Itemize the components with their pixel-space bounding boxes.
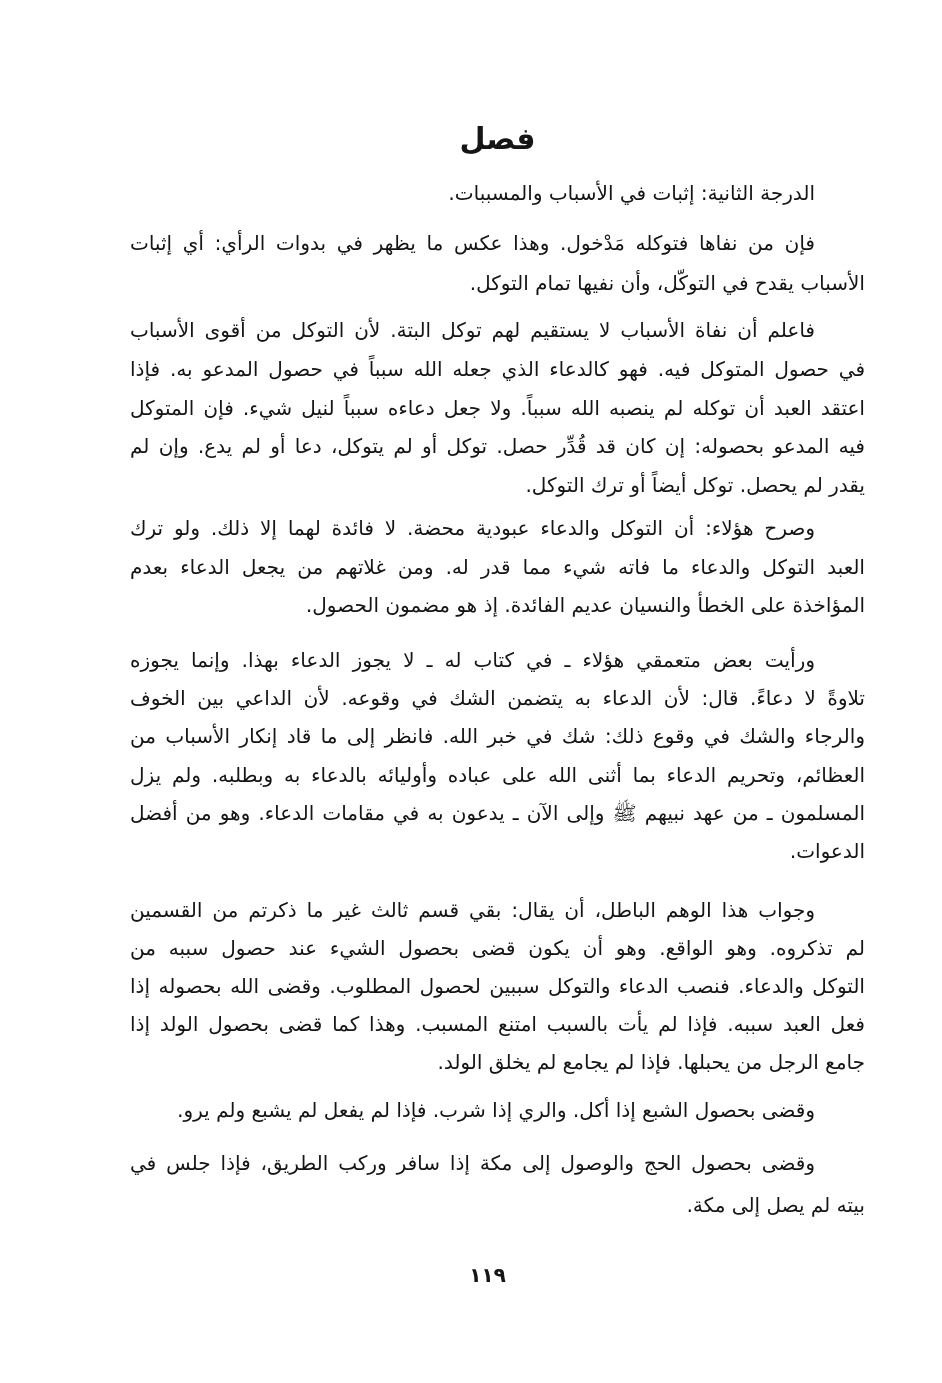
text-line: جامع الرجل من يحبلها. فإذا لم يجامع لم يخلق الولد. — [437, 1050, 865, 1074]
text-line: المؤاخذة على الخطأ والنسيان عديم الفائدة. إذ هو مضمون الحصول. — [305, 593, 865, 617]
text-line: يقدر لم يحصل. توكل أيضاً أو ترك التوكل. — [525, 473, 865, 497]
paragraph — [130, 509, 865, 625]
text-line: في حصول المتوكل فيه. فهو كالدعاء الذي جعله الله سبباً في حصول المدعو به. فإذا — [130, 356, 865, 381]
text-line: لم تذكروه. وهو الواقع. وهو أن يكون قضى بحصول الشيء عند حصول سببه من — [130, 936, 865, 960]
text-line: الدعوات. — [789, 839, 865, 864]
text-line: ورأيت بعض متعمقي هؤلاء ـ في كتاب له ـ لا يجوز الدعاء بهذا. وإنما يجوزه — [130, 648, 815, 672]
text-line: وجواب هذا الوهم الباطل، أن يقال: بقي قسم ثالث غير ما ذكرتم من القسمين — [130, 898, 815, 922]
paragraph — [130, 1091, 865, 1129]
paragraph — [130, 1142, 865, 1226]
text-line: وقضى بحصول الشبع إذا أكل. والري إذا شرب. فإذا لم يفعل لم يشبع ولم يرو. — [177, 1098, 815, 1122]
text-line: بيته لم يصل إلى مكة. — [686, 1193, 865, 1217]
text-line: الدرجة الثانية: إثبات في الأسباب والمسببات. — [448, 181, 815, 205]
paragraph — [130, 223, 865, 303]
text-line: تلاوةً لا دعاءً. قال: لأن الدعاء به يتضمن الشك في وقوعه. لأن الداعي بين الخوف — [130, 686, 865, 711]
text-line: العظائم، وتحريم الدعاء بما أثنى الله على عباده وأوليائه بالدعاء به وبطلبه. ولم يزل — [130, 762, 865, 787]
text-line: وصرح هؤلاء: أن التوكل والدعاء عبودية محضة. لا فائدة لهما إلا ذلك. ولو ترك — [130, 516, 815, 540]
text-line: والرجاء والشك في وقوع ذلك: شك في خبر الله. فانظر إلى ما قاد إنكار الأسباب من — [130, 724, 865, 749]
text-line: المسلمون ـ من عهد نبيهم ﷺ وإلى الآن ـ يدعون به في مقامات الدعاء. وهو من أفضل — [130, 800, 865, 825]
text-line: اعتقد العبد أن توكله لم ينصبه الله سبباً. ولا جعل دعاءه سبباً لنيل شيء. فإن المتوكل — [130, 395, 865, 420]
text-line: فيه المدعو بحصوله: إن كان قد قُدِّر حصل. توكل أو لم يتوكل، دعا أو لم يدع. وإن لم — [130, 434, 865, 459]
text-line: العبد التوكل والدعاء ما فاته شيء مما قدر له. ومن غلاتهم من يجعل الدعاء بعدم — [130, 554, 865, 579]
text-line: فإن من نفاها فتوكله مَدْخول. وهذا عكس ما يظهر في بدوات الرأي: أي إثبات — [130, 231, 815, 255]
text-line: التوكل والدعاء. فنصب الدعاء والتوكل سببين لحصول المطلوب. وقضى الله بحصوله إذا — [130, 974, 865, 998]
text-line: فعل العبد سببه. فإذا لم يأت بالسبب امتنع المسبب. وهذا كما قضى بحصول الولد إذا — [130, 1012, 865, 1036]
text-line: فاعلم أن نفاة الأسباب لا يستقيم لهم توكل البتة. لأن التوكل من أقوى الأسباب — [130, 318, 815, 342]
paragraph — [130, 891, 865, 1081]
page-number: ١١٩ — [469, 1263, 506, 1287]
paragraph — [130, 641, 865, 870]
paragraph — [130, 311, 865, 505]
paragraph — [130, 174, 865, 212]
chapter-title: فصل — [459, 122, 536, 157]
text-line: وقضى بحصول الحج والوصول إلى مكة إذا سافر وركب الطريق، فإذا جلس في — [130, 1151, 815, 1175]
text-line: الأسباب يقدح في التوكّل، وأن نفيها تمام التوكل. — [469, 271, 865, 295]
